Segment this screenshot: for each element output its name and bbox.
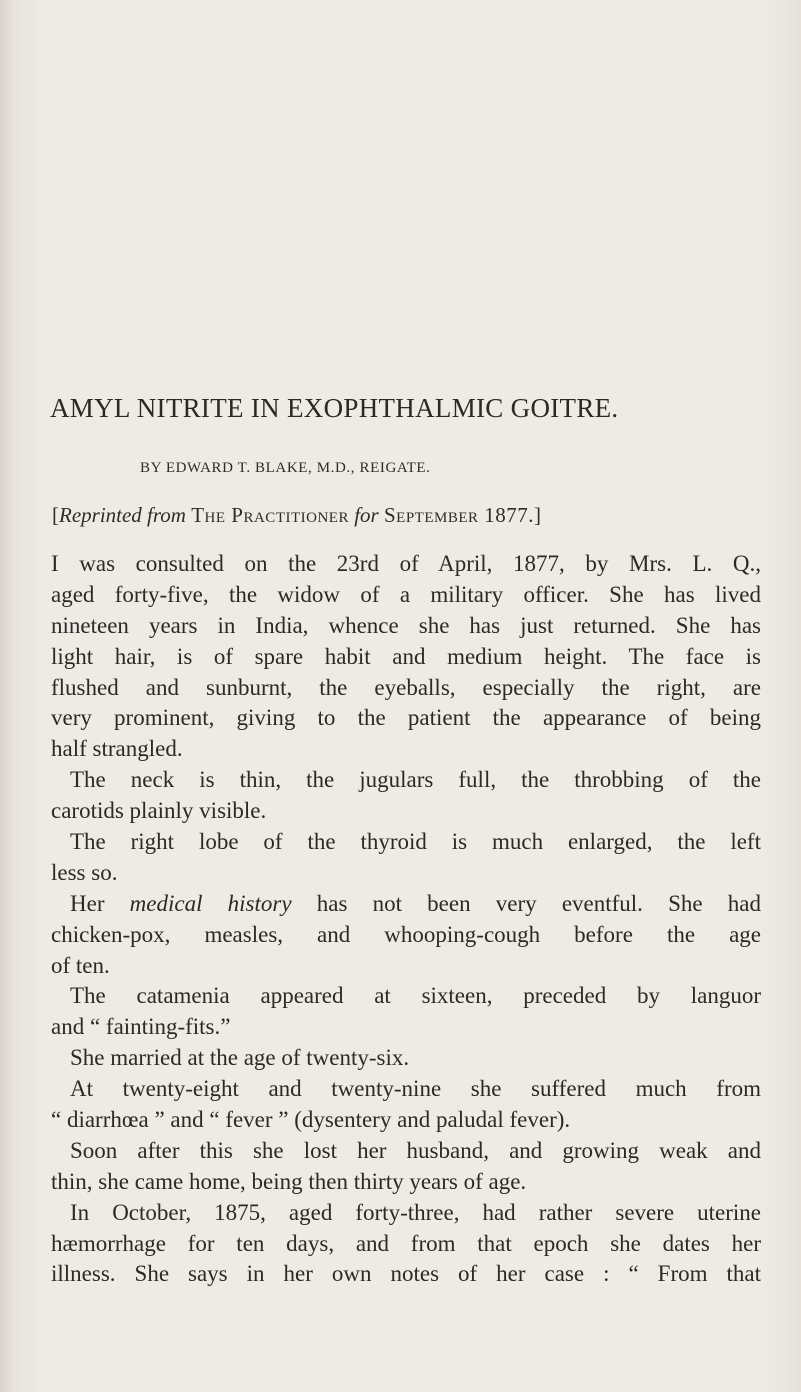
body-line: very prominent, giving to the patient the appearance of being: [51, 705, 761, 731]
body-line: She married at the age of twenty-six.: [70, 1045, 410, 1071]
emphasis-medical-history: medical history: [129, 890, 292, 916]
body-line: At twenty-eight and twenty-nine she suffered much from: [70, 1076, 761, 1102]
reprint-date: September 1877.: [383, 503, 535, 527]
body-line: chicken-pox, measles, and whooping-cough before the age: [51, 921, 761, 947]
body-line: aged forty-five, the widow of a military officer. She has lived: [51, 581, 761, 607]
body-line: [51, 889, 761, 920]
article-body: [51, 549, 761, 1290]
reprint-for: for: [354, 503, 379, 527]
article-title: AMYL NITRITE IN EXOPHTHALMIC GOITRE.: [50, 393, 619, 423]
body-line: light hair, is of spare habit and medium height. The face is: [51, 643, 761, 669]
body-line: I was consulted on the 23rd of April, 1877, by Mrs. L. Q.,: [51, 551, 761, 576]
body-line: hæmorrhage for ten days, and from that epoch she dates her: [51, 1230, 761, 1256]
author-byline: BY EDWARD T. BLAKE, M.D., REIGATE.: [140, 460, 431, 476]
body-line: Soon after this she lost her husband, and growing weak and: [70, 1137, 761, 1163]
reprint-close-bracket: ]: [534, 503, 542, 527]
reprint-notice: [52, 503, 541, 528]
reprint-from-label: Reprinted from: [59, 503, 186, 527]
body-line: The neck is thin, the jugulars full, the throbbing of the: [70, 767, 761, 793]
body-line: illness. She says in her own notes of her case : “ From that: [51, 1261, 761, 1287]
body-line: nineteen years in India, whence she has just returned. She has: [51, 612, 761, 638]
body-text-fragment: has not been very eventful. She had: [316, 890, 761, 916]
body-line: The right lobe of the thyroid is much enlarged, the left: [70, 829, 761, 855]
reprint-journal: The Practitioner: [191, 503, 349, 527]
body-line: less so.: [51, 859, 118, 885]
reprint-open-bracket: [: [52, 503, 59, 527]
body-line: flushed and sunburnt, the eyeballs, especially the right, are: [51, 674, 761, 700]
body-line: of ten.: [51, 952, 110, 978]
body-text-fragment: Her: [70, 890, 105, 916]
body-line: half strangled.: [51, 736, 183, 762]
body-line: The catamenia appeared at sixteen, preceded by languor: [70, 983, 761, 1009]
body-line: thin, she came home, being then thirty years of age.: [51, 1168, 527, 1194]
body-line: “ diarrhœa ” and “ fever ” (dysentery and paludal fever).: [51, 1107, 571, 1133]
body-line: In October, 1875, aged forty-three, had rather severe uterine: [70, 1199, 761, 1225]
body-line: and “ fainting-fits.”: [51, 1014, 231, 1040]
body-line: carotids plainly visible.: [51, 798, 267, 824]
